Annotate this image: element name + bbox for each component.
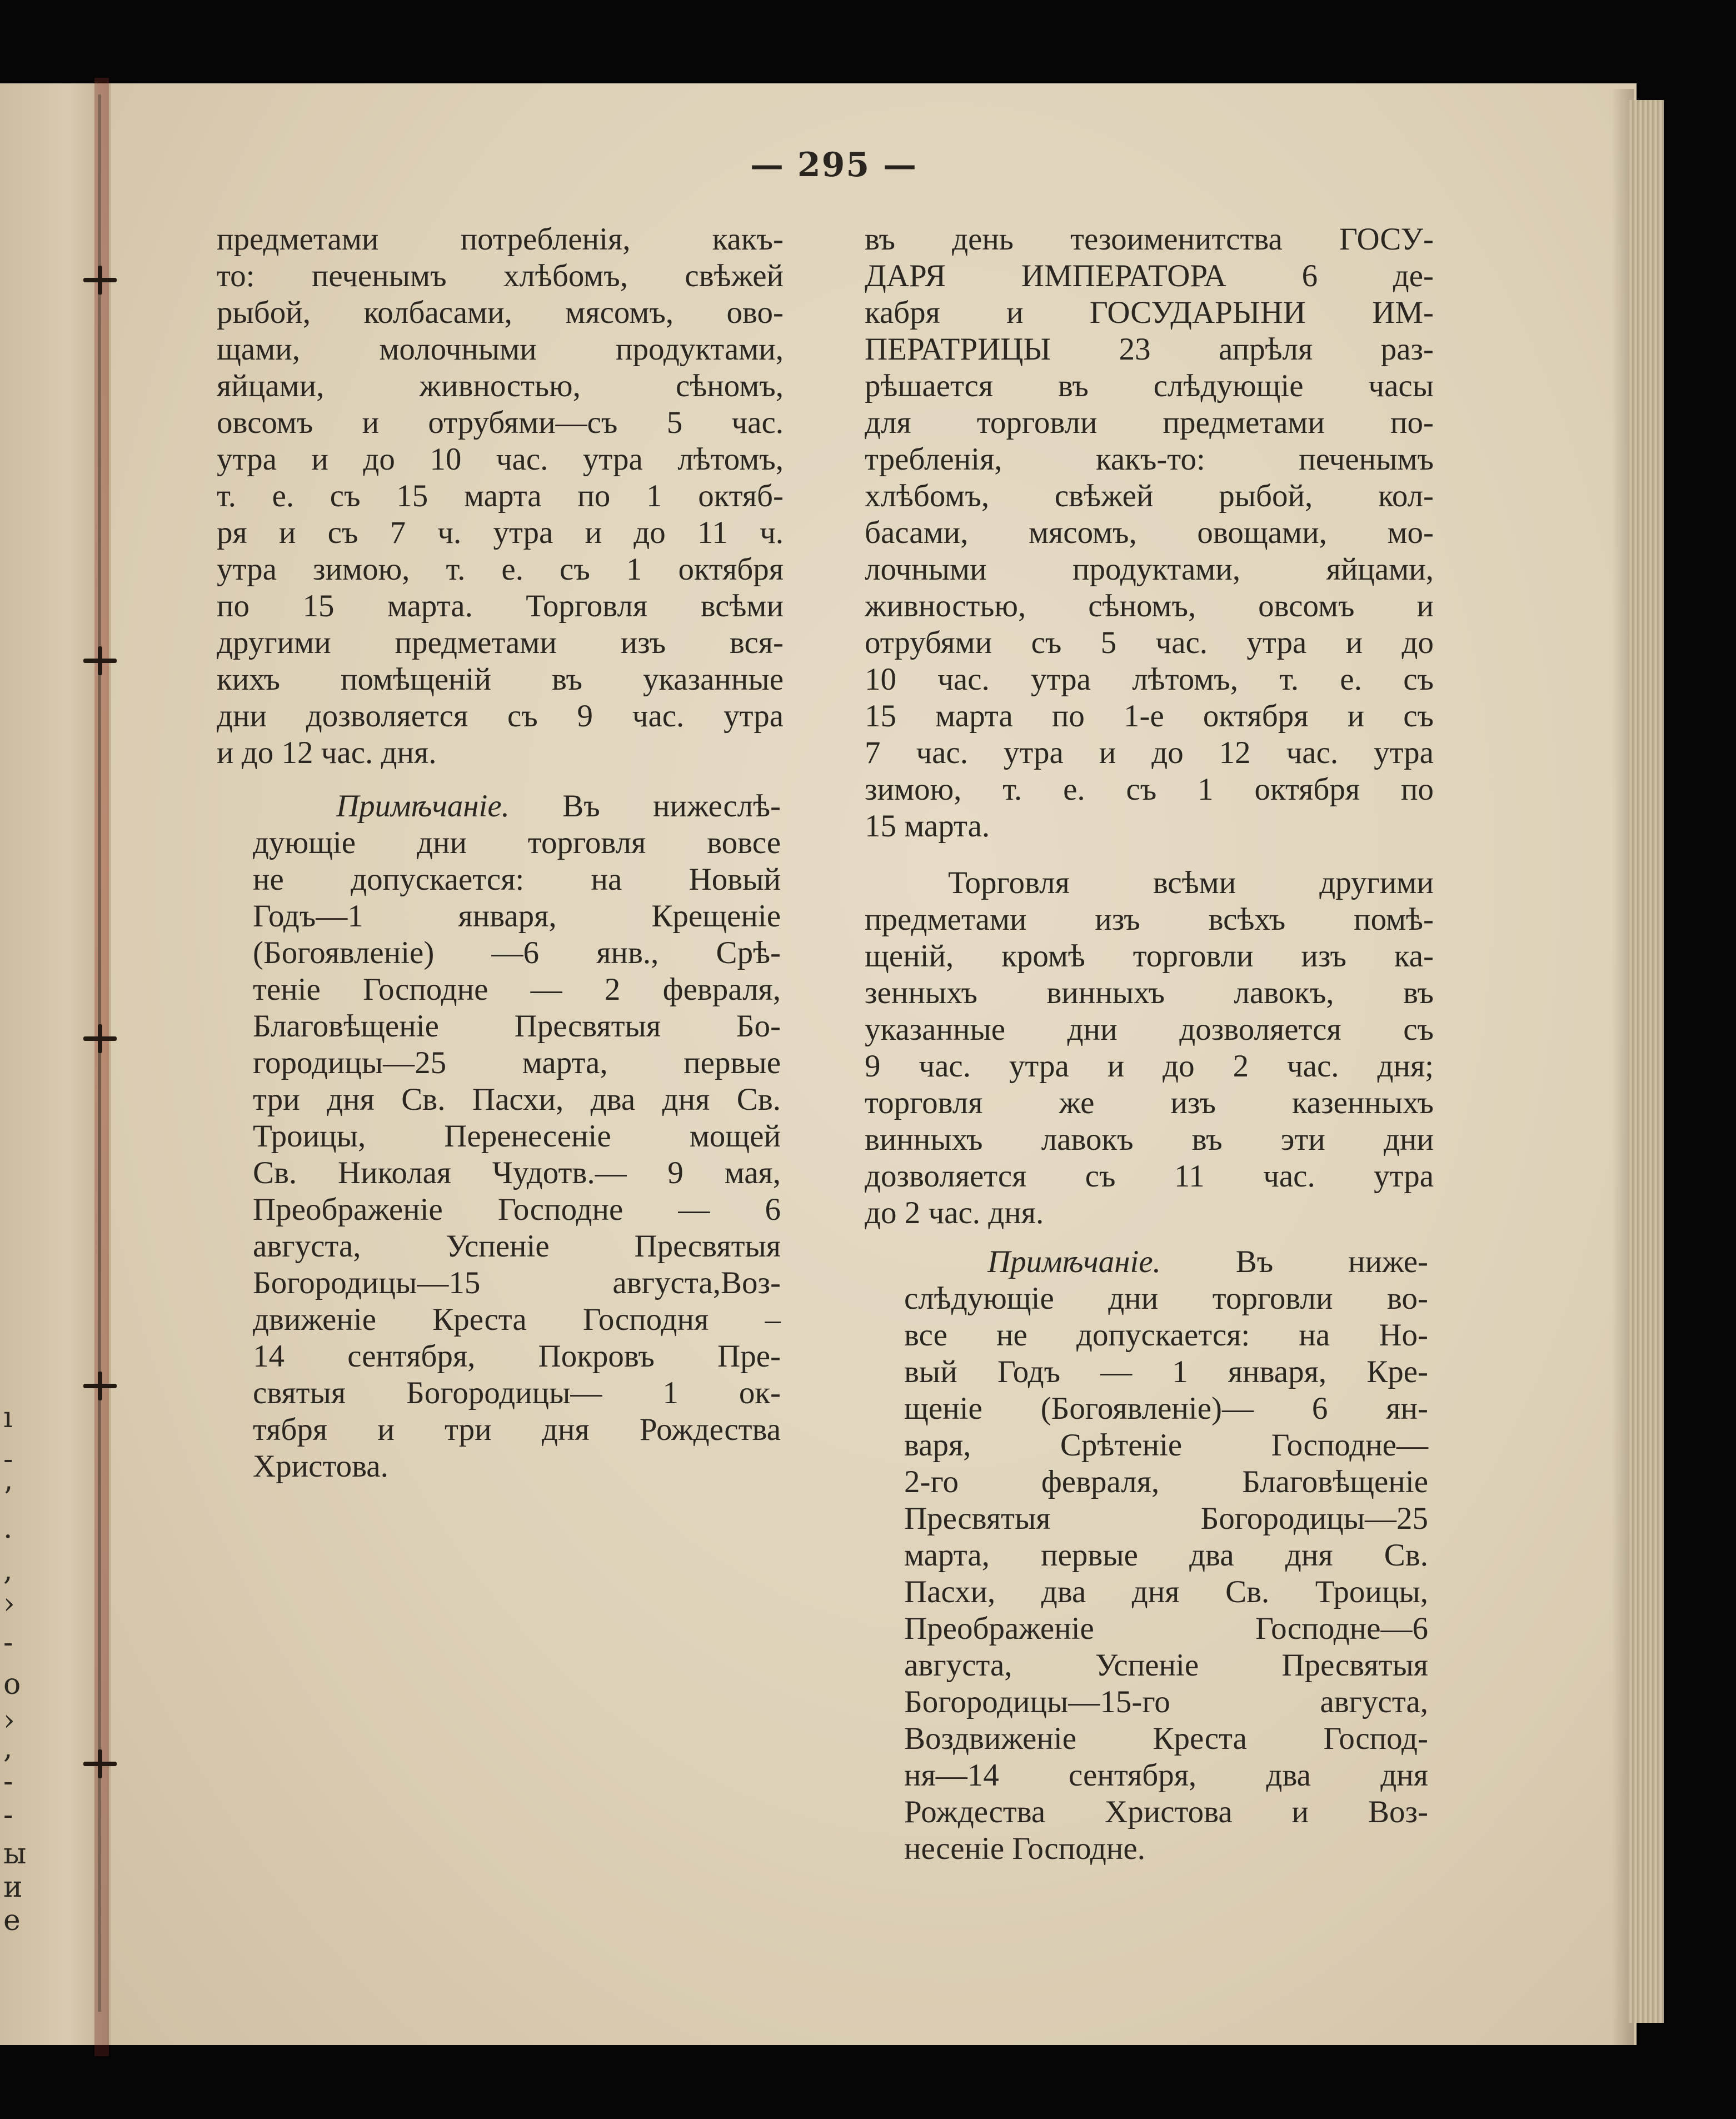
text-line: утра и до 10 час. утра лѣтомъ, xyxy=(217,442,784,477)
text-line: августа, Успеніе Пресвятыя xyxy=(253,1229,781,1264)
binding-stitch xyxy=(83,1762,117,1766)
text-line: Преображеніе Господне — 6 xyxy=(253,1192,781,1227)
text-line: кабря и ГОСУДАРЫНИ ИМ- xyxy=(865,295,1434,330)
binding-stitch xyxy=(83,1384,117,1388)
left-column-paragraph xyxy=(217,221,784,771)
text-line: дующіе дни торговля вовсе xyxy=(253,825,781,860)
note-first-line xyxy=(904,1244,1428,1280)
left-column-note xyxy=(253,788,781,1485)
facing-page-char: ’ xyxy=(3,1482,13,1515)
text-line: несеніе Господне. xyxy=(904,1831,1145,1866)
text-line: Рождества Христова и Воз- xyxy=(904,1794,1428,1829)
facing-page-char: - xyxy=(3,1626,13,1659)
facing-page-char: , xyxy=(3,1732,13,1765)
text-line: ря и съ 7 ч. утра и до 11 ч. xyxy=(217,515,784,550)
text-line: 9 час. утра и до 2 час. дня; xyxy=(865,1049,1434,1084)
text-line: марта, первые два дня Св. xyxy=(904,1538,1428,1573)
text-line: утра зимою, т. е. съ 1 октября xyxy=(217,552,784,587)
spine-line xyxy=(98,94,101,2012)
text-line: Преображеніе Господне—6 xyxy=(904,1611,1428,1646)
facing-page-char: · xyxy=(3,1520,13,1554)
text-line: яйцами, живностью, сѣномъ, xyxy=(217,368,784,403)
text-line: рѣшается въ слѣдующіе часы xyxy=(865,368,1434,403)
text-line: другими предметами изъ вся- xyxy=(217,625,784,660)
facing-page-char: е xyxy=(3,1904,21,1937)
text-line: 15 марта. xyxy=(865,809,990,844)
facing-page-char: - xyxy=(3,1765,13,1798)
text-line: Троицы, Перенесеніе мощей xyxy=(253,1119,781,1154)
text-line: дни дозволяется съ 9 час. утра xyxy=(217,699,784,734)
facing-page-char: ı xyxy=(3,1401,13,1434)
text-line: и до 12 час. дня. xyxy=(217,735,437,770)
text-line: вый Годъ — 1 января, Кре- xyxy=(904,1354,1428,1389)
text-line: августа, Успеніе Пресвятыя xyxy=(904,1648,1428,1683)
text-line: щеній, кромѣ торговли изъ ка- xyxy=(865,939,1434,974)
text-line: слѣдующіе дни торговли во- xyxy=(904,1281,1428,1316)
text-line: варя, Срѣтеніе Господне— xyxy=(904,1428,1428,1463)
text-line: 10 час. утра лѣтомъ, т. е. съ xyxy=(865,662,1434,697)
text-line: Христова. xyxy=(253,1449,388,1484)
text-line: Богородицы—15-го августа, xyxy=(904,1684,1428,1719)
page-number: — 295 — xyxy=(750,146,918,185)
note-label: Примѣчаніе. xyxy=(987,1244,1161,1279)
text-line: тября и три дня Рождества xyxy=(253,1412,781,1447)
text-line: торговля же изъ казенныхъ xyxy=(865,1085,1434,1120)
text-line: то: печенымъ хлѣбомъ, свѣжей xyxy=(217,258,784,293)
text-line: 14 сентября, Покровъ Пре- xyxy=(253,1339,781,1374)
facing-page-char: , xyxy=(3,1554,13,1587)
facing-page-char: - xyxy=(3,1798,13,1832)
text-line: кихъ помѣщеній въ указанные xyxy=(217,662,784,697)
note-first-line-text: Въ ниже- xyxy=(1160,1244,1428,1279)
text-line: щами, молочными продуктами, xyxy=(217,332,784,367)
note-first-line-text: Въ нижеслѣ- xyxy=(509,789,781,824)
binding-stitch xyxy=(83,1036,117,1041)
text-line: Годъ—1 января, Крещеніе xyxy=(253,899,781,934)
text-line: Св. Николая Чудотв.— 9 мая, xyxy=(253,1155,781,1190)
text-line: по 15 марта. Торговля всѣми xyxy=(217,589,784,624)
text-line: басами, мясомъ, овощами, мо- xyxy=(865,515,1434,550)
text-line: Пресвятыя Богородицы—25 xyxy=(904,1501,1428,1536)
text-line: три дня Св. Пасхи, два дня Св. xyxy=(253,1082,781,1117)
text-line: 7 час. утра и до 12 час. утра xyxy=(865,735,1434,770)
facing-page-char: - xyxy=(3,1443,13,1476)
text-line: не допускается: на Новый xyxy=(253,862,781,897)
text-line: 15 марта по 1-е октября и съ xyxy=(865,699,1434,734)
text-line: зимою, т. е. съ 1 октября по xyxy=(865,772,1434,807)
text-line: винныхъ лавокъ въ эти дни xyxy=(865,1122,1434,1157)
facing-page-char: и xyxy=(3,1871,23,1904)
text-line: Воздвиженіе Креста Господ- xyxy=(904,1721,1428,1756)
text-line: ня—14 сентября, два дня xyxy=(904,1758,1428,1793)
text-line: зенныхъ винныхъ лавокъ, въ xyxy=(865,975,1434,1010)
facing-page-char: о xyxy=(3,1668,21,1701)
text-line: т. е. съ 15 марта по 1 октяб- xyxy=(217,478,784,513)
page-edges xyxy=(1628,100,1664,2023)
note-first-line xyxy=(253,788,781,825)
note-label: Примѣчаніе. xyxy=(336,789,510,824)
binding-stitch xyxy=(83,278,117,282)
text-line: дозволяется съ 11 час. утра xyxy=(865,1159,1434,1194)
text-line: рыбой, колбасами, мясомъ, ово- xyxy=(217,295,784,330)
text-line: (Богоявленіе) —6 янв., Срѣ- xyxy=(253,935,781,970)
text-line: требленія, какъ-то: печенымъ xyxy=(865,442,1434,477)
text-line: отрубями съ 5 час. утра и до xyxy=(865,625,1434,660)
text-line: Пасхи, два дня Св. Троицы, xyxy=(904,1574,1428,1609)
text-line: хлѣбомъ, свѣжей рыбой, кол- xyxy=(865,478,1434,513)
text-line: предметами потребленія, какъ- xyxy=(217,222,784,257)
right-column-paragraph-2 xyxy=(865,865,1434,1231)
facing-page-char: › xyxy=(3,1587,15,1621)
facing-page-char: ы xyxy=(3,1837,27,1871)
text-line: ДАРЯ ИМПЕРАТОРА 6 де- xyxy=(865,258,1434,293)
text-line: щеніе (Богоявленіе)— 6 ян- xyxy=(904,1391,1428,1426)
right-column-note xyxy=(904,1244,1428,1867)
text-line: святыя Богородицы— 1 ок- xyxy=(253,1375,781,1410)
text-line: живностью, сѣномъ, овсомъ и xyxy=(865,589,1434,624)
text-line: для торговли предметами по- xyxy=(865,405,1434,440)
text-line: городицы—25 марта, первые xyxy=(253,1045,781,1080)
text-line: въ день тезоименитства ГОСУ- xyxy=(865,222,1434,257)
right-column-paragraph xyxy=(865,221,1434,845)
text-line: до 2 час. дня. xyxy=(865,1195,1044,1230)
facing-page-char: › xyxy=(3,1704,15,1737)
text-line: Богородицы—15 августа,Воз- xyxy=(253,1265,781,1300)
text-line: овсомъ и отрубями—съ 5 час. xyxy=(217,405,784,440)
text-line: Благовѣщеніе Пресвятыя Бо- xyxy=(253,1009,781,1044)
text-line: все не допускается: на Но- xyxy=(904,1318,1428,1353)
text-line: движеніе Креста Господня – xyxy=(253,1302,781,1337)
text-line: теніе Господне — 2 февраля, xyxy=(253,972,781,1007)
text-line: ПЕРАТРИЦЫ 23 апрѣля раз- xyxy=(865,332,1434,367)
text-line: 2-го февраля, Благовѣщеніе xyxy=(904,1464,1428,1499)
binding-stitch xyxy=(83,659,117,663)
text-line: указанные дни дозволяется съ xyxy=(865,1012,1434,1047)
text-line: лочными продуктами, яйцами, xyxy=(865,552,1434,587)
text-line: Торговля всѣми другими xyxy=(948,865,1434,900)
text-line: предметами изъ всѣхъ помѣ- xyxy=(865,902,1434,937)
